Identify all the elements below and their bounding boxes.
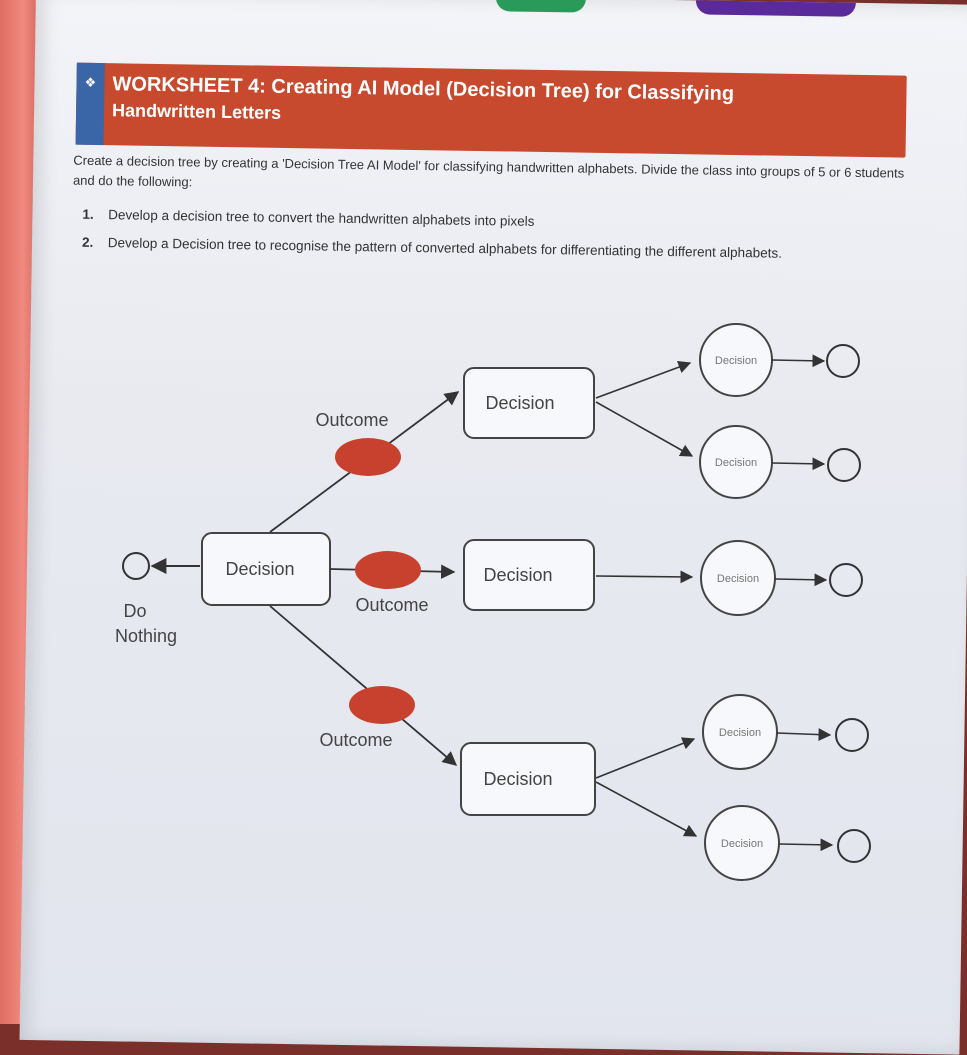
leaf-arrow-2 <box>772 463 824 464</box>
instruction-text: Develop a Decision tree to recognise the pattern of converted alphabets for differentiating the different alphabets. <box>107 235 783 261</box>
leaf-arrow-4 <box>777 733 830 735</box>
leaf-decision-label-2: Decision <box>714 457 758 469</box>
do-nothing-end-node <box>123 553 149 579</box>
lower-sub-branch-1 <box>596 739 694 778</box>
leaf-decision-label-5: Decision <box>720 838 764 850</box>
middle-sub-branch <box>596 576 692 577</box>
end-node-4 <box>836 719 868 751</box>
leaf-decision-label-1: Decision <box>714 355 758 367</box>
instructions-intro: Create a decision tree by creating a 'Decision Tree AI Model' for classifying handwritten alphabets. Divide the class into groups of 5 or 6 students and do the following: <box>72 152 905 190</box>
end-node-5 <box>838 830 870 862</box>
leaf-arrow-3 <box>775 579 826 580</box>
leaf-decision-label-3: Decision <box>716 573 760 585</box>
outcome-node-upper <box>335 438 401 476</box>
worksheet-title-text: WORKSHEET 4: Creating AI Model (Decision Tree) for Classifying <box>112 73 735 105</box>
instruction-number: 2. <box>81 234 94 250</box>
outcome-label-upper: Outcome <box>315 410 389 430</box>
outcome-label-lower: Outcome <box>319 730 393 750</box>
do-nothing-label-line2: Nothing <box>114 626 178 646</box>
leaf-arrow-1 <box>772 360 824 361</box>
decision-label-upper: Decision <box>485 393 555 413</box>
end-node-2 <box>828 449 860 481</box>
worksheet-subtitle: Handwritten Letters <box>111 100 282 123</box>
upper-sub-branch-2 <box>596 402 692 456</box>
outcome-node-middle <box>355 551 421 589</box>
end-node-3 <box>830 564 862 596</box>
leaf-arrow-5 <box>779 844 832 845</box>
decision-label-lower: Decision <box>483 769 553 789</box>
root-decision-label: Decision <box>225 559 295 579</box>
end-node-1 <box>827 345 859 377</box>
decision-label-middle: Decision <box>483 565 553 585</box>
lower-sub-branch-2 <box>596 782 696 836</box>
do-nothing-label-line1: Do <box>123 601 147 621</box>
instruction-text: Develop a decision tree to convert the handwritten alphabets into pixels <box>108 207 535 229</box>
outcome-label-middle: Outcome <box>355 595 429 615</box>
leaf-decision-label-4: Decision <box>718 727 762 739</box>
outcome-node-lower <box>349 686 415 724</box>
instruction-number: 1. <box>82 206 94 222</box>
diamond-bullet-icon: ❖ <box>84 74 97 90</box>
upper-sub-branch-1 <box>596 363 690 398</box>
